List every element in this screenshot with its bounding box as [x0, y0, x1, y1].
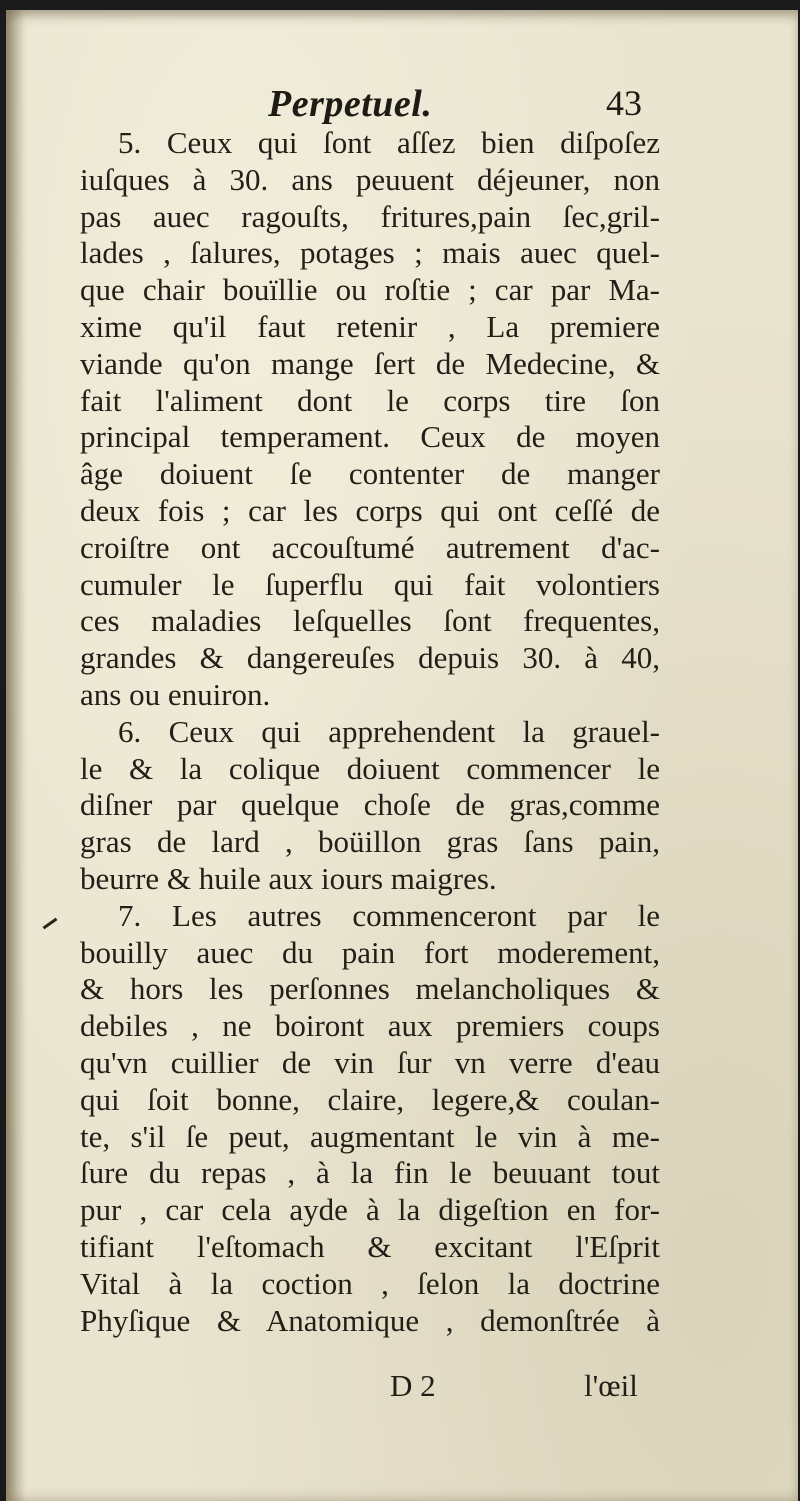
text-line: Vital à la coction , ſelon la doctrine [80, 1265, 660, 1301]
text-line: ſure du repas , à la fin le beuuant tout [80, 1155, 660, 1191]
text-line: pur , car cela ayde à la digeſtion en for- [80, 1192, 660, 1228]
text-line: ans ou enuiron. [80, 676, 271, 712]
text-line: croiſtre ont accouſtumé autrement d'ac- [80, 529, 660, 565]
margin-mark [43, 918, 58, 930]
text-line: que chair bouïllie ou roſtie ; car par Ma- [80, 272, 660, 308]
text-line: 6. Ceux qui apprehendent la grauel- [118, 713, 660, 749]
running-head: Perpetuel. [268, 83, 433, 125]
text-line: bouilly auec du pain fort moderement, [80, 934, 660, 970]
book-page [6, 10, 798, 1501]
text-line: & hors les perſonnes melancholiques & [80, 971, 660, 1007]
text-line: xime qu'il faut retenir , La premiere [80, 308, 660, 344]
text-line: ces maladies leſquelles ſont frequentes, [80, 603, 660, 639]
text-line: grandes & dangereuſes depuis 30. à 40, [80, 640, 660, 676]
text-line: diſner par quelque choſe de gras,comme [80, 787, 660, 823]
text-line: iuſques à 30. ans peuuent déjeuner, non [80, 161, 660, 197]
text-line: âge doiuent ſe contenter de manger [80, 456, 660, 492]
text-line: qui ſoit bonne, claire, legere,& coulan- [80, 1081, 660, 1117]
signature-mark: D 2 [390, 1368, 436, 1403]
page-header [6, 82, 798, 128]
text-line: principal temperament. Ceux de moyen [80, 419, 660, 455]
text-line: deux fois ; car les corps qui ont ceſſé de [80, 492, 660, 528]
text-line: qu'vn cuillier de vin ſur vn verre d'eau [80, 1044, 660, 1080]
text-line: fait l'aliment dont le corps tire ſon [80, 382, 660, 418]
text-line: Phyſique & Anatomique , demonſtrée à [80, 1302, 660, 1338]
page-gutter-shadow [6, 10, 26, 1501]
text-line: beurre & huile aux iours maigres. [80, 860, 497, 896]
body-text [80, 125, 660, 1339]
text-line: viande qu'on mange ſert de Medecine, & [80, 345, 660, 381]
text-line: 5. Ceux qui ſont aſſez bien diſpoſez [118, 125, 660, 160]
catchword: l'œil [584, 1368, 638, 1403]
text-line: le & la colique doiuent commencer le [80, 750, 660, 786]
text-line: cumuler le ſuperflu qui fait volontiers [80, 566, 660, 602]
page-number: 43 [606, 83, 642, 123]
text-line: 7. Les autres commenceront par le [118, 897, 660, 933]
text-line: pas auec ragouſts, fritures,pain ſec,gril- [80, 198, 660, 234]
text-line: lades , ſalures, potages ; mais auec quel- [80, 235, 660, 271]
text-line: gras de lard , boüillon gras ſans pain, [80, 824, 660, 860]
text-line: te, s'il ſe peut, augmentant le vin à me- [80, 1118, 660, 1154]
page-footer [6, 1368, 798, 1408]
text-line: debiles , ne boiront aux premiers coups [80, 1008, 660, 1044]
text-line: tifiant l'eſtomach & excitant l'Eſprit [80, 1228, 660, 1264]
